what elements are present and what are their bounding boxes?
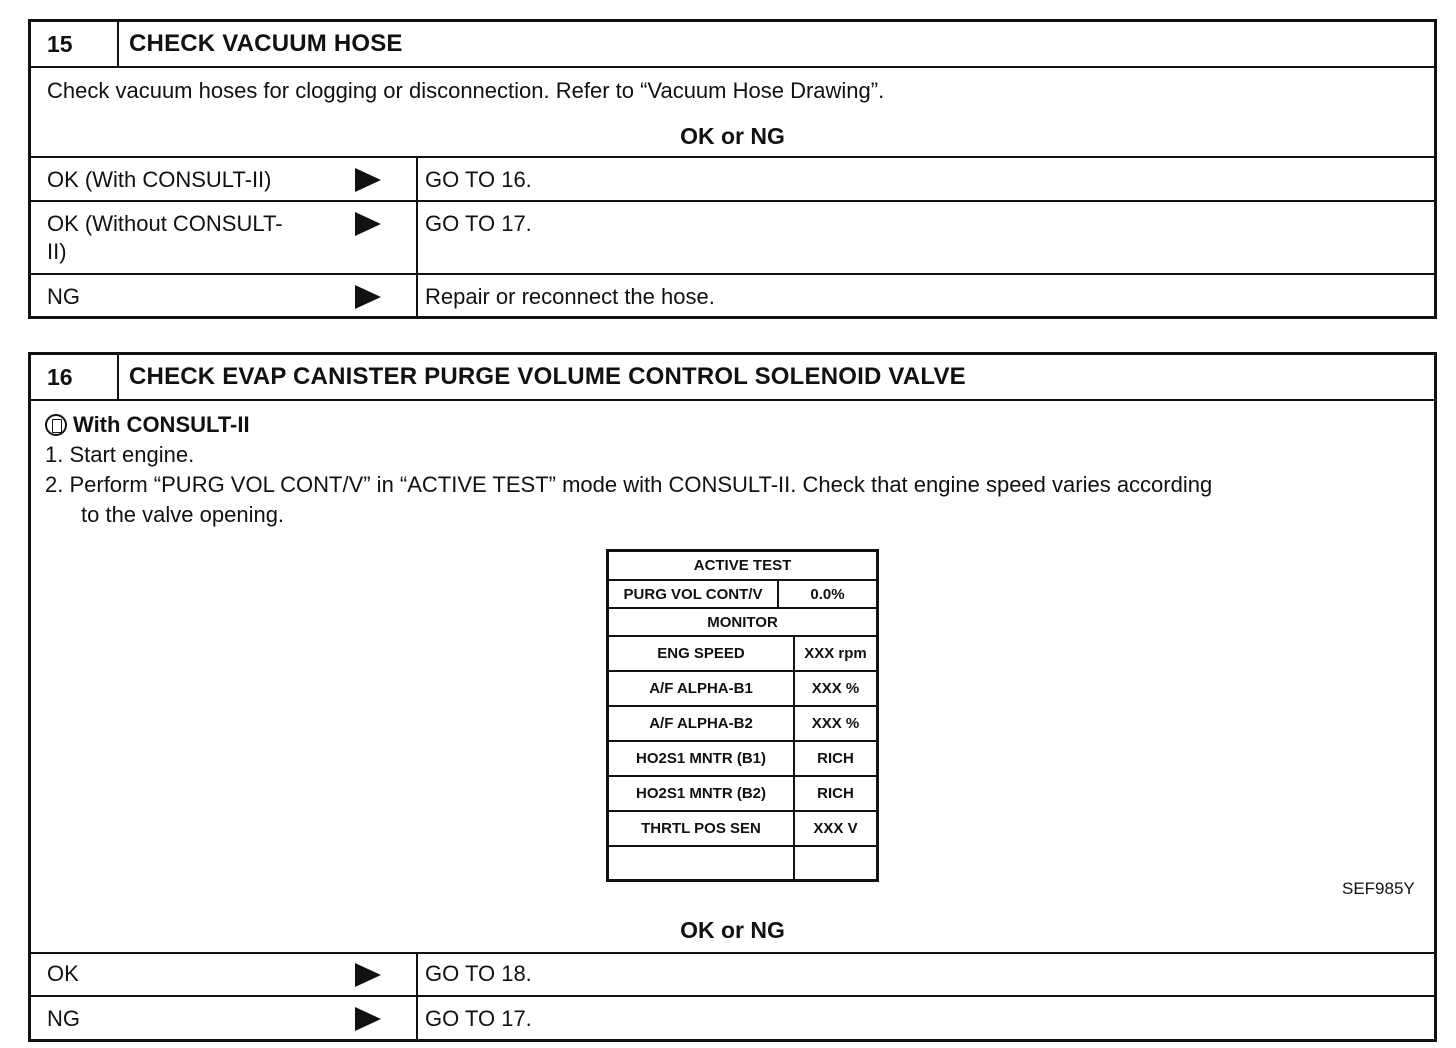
right-triangle-arrow-icon [355, 285, 381, 309]
active-test-header: ACTIVE TEST [693, 557, 792, 574]
consult-heading [45, 411, 250, 439]
test-item-label: PURG VOL CONT/V [623, 585, 763, 603]
step-16-header [31, 355, 1434, 401]
monitor-row [609, 707, 876, 742]
result-label: NG [47, 1006, 80, 1031]
column-divider [416, 275, 418, 318]
figure-header-row [609, 552, 876, 581]
result-label: NG [47, 284, 80, 309]
monitor-value: RICH [817, 750, 854, 767]
consult-tool-icon [45, 414, 67, 436]
monitor-row [609, 637, 876, 672]
result-action: Repair or reconnect the hose. [425, 284, 715, 309]
test-item-row [609, 581, 876, 609]
active-test-screen-figure [606, 549, 879, 882]
result-row [31, 156, 1434, 202]
result-action: GO TO 16. [425, 167, 532, 192]
monitor-value [795, 847, 876, 879]
monitor-row [609, 742, 876, 777]
step-title: CHECK EVAP CANISTER PURGE VOLUME CONTROL SOLENOID VALVE [129, 363, 966, 390]
step-15-panel [28, 19, 1437, 319]
result-action: GO TO 18. [425, 961, 532, 986]
procedure-step: 1. Start engine. [45, 442, 195, 467]
step-16-panel [28, 352, 1437, 1042]
ok-or-ng-label: OK or NG [680, 917, 785, 943]
column-divider [416, 158, 418, 202]
monitor-row [609, 812, 876, 847]
column-divider [416, 954, 418, 997]
monitor-header-row [609, 609, 876, 637]
result-action: GO TO 17. [425, 211, 532, 236]
step-instruction: Check vacuum hoses for clogging or disconnection. Refer to “Vacuum Hose Drawing”. [47, 78, 885, 103]
result-row [31, 995, 1434, 1041]
monitor-row-empty [609, 847, 876, 879]
right-triangle-arrow-icon [355, 1007, 381, 1031]
consult-label: With CONSULT-II [73, 412, 250, 437]
monitor-value: XXX rpm [804, 645, 867, 662]
ok-or-ng-label: OK or NG [680, 123, 785, 149]
result-label: OK [47, 961, 79, 986]
result-row [31, 952, 1434, 997]
result-row [31, 273, 1434, 318]
right-triangle-arrow-icon [355, 963, 381, 987]
monitor-label: THRTL POS SEN [641, 820, 761, 837]
monitor-value: XXX V [813, 820, 858, 837]
result-label: OK (Without CONSULT- [47, 211, 283, 236]
monitor-label: A/F ALPHA-B1 [649, 680, 753, 697]
column-divider [416, 202, 418, 275]
right-triangle-arrow-icon [355, 212, 381, 236]
step-15-header [31, 22, 1434, 68]
right-triangle-arrow-icon [355, 168, 381, 192]
monitor-label: A/F ALPHA-B2 [649, 715, 753, 732]
test-item-value: 0.0% [810, 585, 845, 603]
monitor-header: MONITOR [707, 613, 778, 631]
step-number: 15 [31, 22, 119, 66]
monitor-row [609, 777, 876, 812]
monitor-label: ENG SPEED [657, 645, 745, 662]
step-number: 16 [31, 355, 119, 399]
monitor-value: RICH [817, 785, 854, 802]
result-label: OK (With CONSULT-II) [47, 167, 272, 192]
result-action: GO TO 17. [425, 1006, 532, 1031]
monitor-label [609, 847, 793, 879]
monitor-row [609, 672, 876, 707]
column-divider [416, 997, 418, 1041]
procedure-step-continued: to the valve opening. [81, 502, 285, 527]
result-label-continued: II) [47, 239, 67, 264]
result-row [31, 200, 1434, 275]
monitor-value: XXX % [811, 680, 860, 697]
step-title: CHECK VACUUM HOSE [129, 30, 403, 57]
procedure-step: 2. Perform “PURG VOL CONT/V” in “ACTIVE TEST” mode with CONSULT-II. Check that engine speed varies according [45, 472, 1213, 497]
figure-code: SEF985Y [1342, 879, 1415, 898]
monitor-label: HO2S1 MNTR (B2) [635, 785, 766, 802]
monitor-value: XXX % [811, 715, 860, 732]
monitor-label: HO2S1 MNTR (B1) [635, 750, 766, 767]
